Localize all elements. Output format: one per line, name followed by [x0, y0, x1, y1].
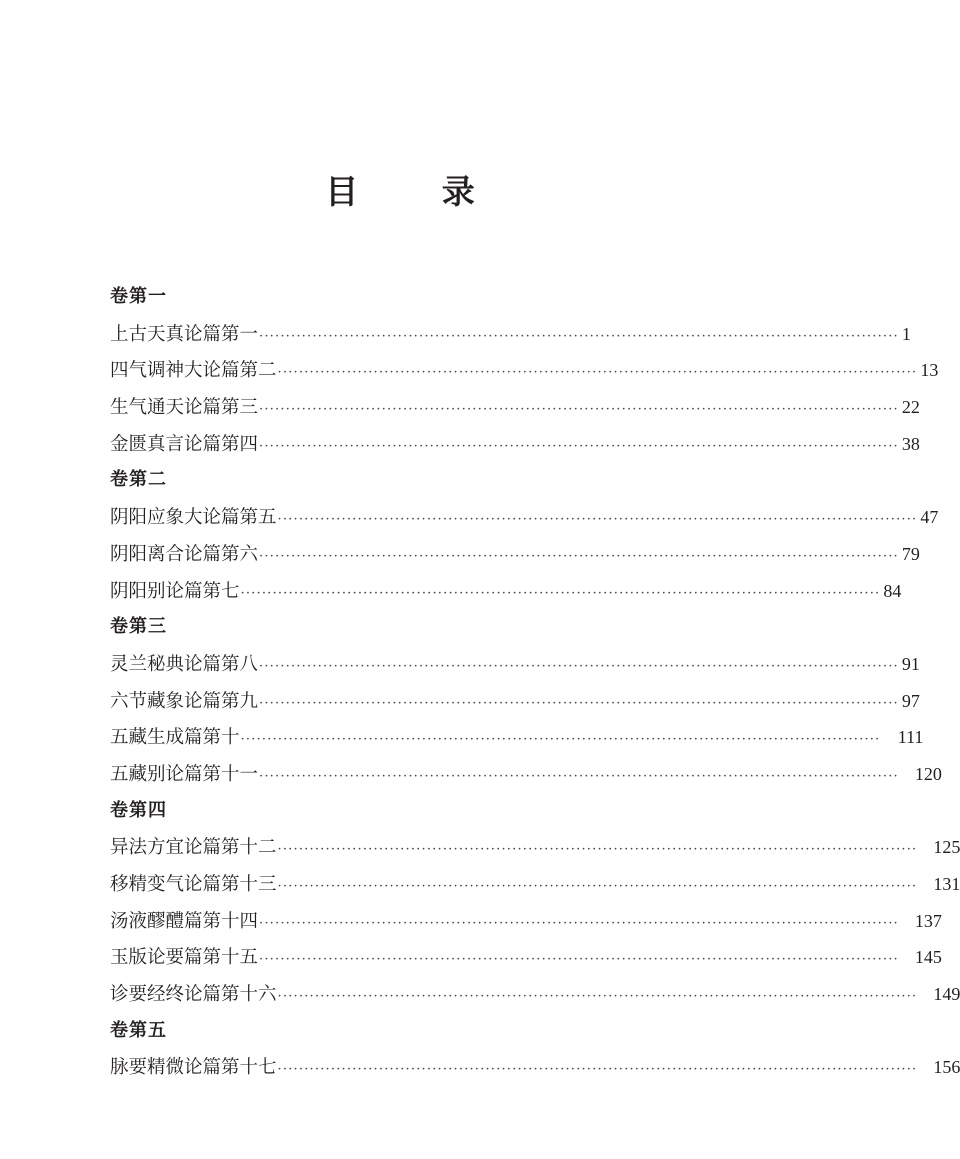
entry-page-number: 22	[901, 397, 920, 418]
entry-title: 六节藏象论篇第九	[110, 690, 259, 712]
entry-title: 脉要精微论篇第十七	[110, 1057, 277, 1079]
entry-title: 上古天真论篇第一	[110, 323, 259, 345]
volume-heading: 卷第二	[110, 469, 167, 491]
toc-entry	[110, 536, 920, 573]
toc-entry	[110, 976, 960, 1013]
volume-heading: 卷第五	[110, 1019, 167, 1041]
toc-entry	[110, 573, 902, 610]
dot-leader: ························································································································	[259, 402, 899, 418]
toc-entry	[110, 426, 920, 463]
toc-entry	[110, 1049, 960, 1086]
dot-leader: ························································································································	[259, 952, 899, 968]
entry-title: 汤液醪醴篇第十四	[110, 910, 259, 932]
toc-entry	[110, 316, 911, 353]
dot-leader: ························································································································	[277, 989, 918, 1005]
entry-page-number: 156	[933, 1057, 960, 1078]
dot-leader: ························································································································	[240, 585, 881, 601]
dot-leader: ························································································································	[277, 512, 918, 528]
entry-page-number: 84	[883, 580, 902, 601]
entry-page-number: 131	[933, 874, 960, 894]
entry-page-number: 13	[920, 360, 939, 381]
entry-page-number: 111	[897, 727, 924, 748]
dot-leader: ························································································································	[259, 658, 899, 674]
dot-leader: ························································································································	[277, 365, 918, 381]
dot-leader: ························································································································	[259, 915, 899, 931]
toc-entry	[110, 866, 960, 903]
toc-entry	[110, 389, 920, 426]
toc-entry	[110, 499, 939, 536]
toc-entry	[110, 352, 939, 389]
entry-title: 四气调神大论篇第二	[110, 360, 277, 382]
toc-entry	[110, 719, 924, 756]
toc-entry	[110, 939, 942, 976]
page-title: 目 录	[325, 172, 511, 211]
toc-entry	[110, 646, 920, 683]
entry-page-number: 1	[901, 323, 911, 344]
dot-leader: ························································································································	[277, 1062, 918, 1078]
entry-page-number: 97	[901, 690, 920, 711]
entry-page-number: 125	[933, 837, 960, 858]
table-of-contents	[110, 279, 960, 1086]
entry-title: 异法方宜论篇第十二	[110, 837, 277, 859]
entry-page-number: 120	[914, 763, 942, 784]
dot-leader: ························································································································	[240, 732, 881, 748]
entry-title: 玉版论要篇第十五	[110, 947, 259, 969]
toc-entry	[110, 756, 942, 793]
dot-leader: ························································································································	[259, 768, 899, 784]
entry-title: 五藏生成篇第十	[110, 727, 240, 749]
toc-entry	[110, 829, 960, 866]
volume-heading: 卷第一	[110, 286, 167, 307]
entry-title: 生气通天论篇第三	[110, 397, 259, 419]
dot-leader: ························································································································	[259, 695, 899, 711]
entry-title: 阴阳离合论篇第六	[110, 543, 259, 565]
toc-entry	[110, 903, 942, 940]
dot-leader: ························································································································	[259, 328, 899, 344]
dot-leader: ························································································································	[277, 879, 918, 894]
entry-page-number: 91	[901, 653, 920, 674]
entry-title: 五藏别论篇第十一	[110, 763, 259, 785]
dot-leader: ························································································································	[259, 548, 899, 564]
entry-title: 诊要经终论篇第十六	[110, 984, 277, 1006]
entry-title: 阴阳别论篇第七	[110, 580, 240, 602]
dot-leader: ························································································································	[259, 438, 899, 454]
entry-title: 阴阳应象大论篇第五	[110, 507, 277, 529]
entry-page-number: 38	[901, 433, 920, 454]
entry-title: 金匮真言论篇第四	[110, 433, 259, 455]
entry-page-number: 149	[933, 984, 960, 1005]
entry-page-number: 79	[901, 543, 920, 564]
entry-page-number: 47	[920, 507, 939, 528]
dot-leader: ························································································································	[277, 842, 918, 858]
entry-page-number: 137	[914, 910, 942, 931]
toc-entry	[110, 683, 920, 720]
entry-title: 移精变气论篇第十三	[110, 874, 277, 895]
entry-page-number: 145	[914, 947, 942, 968]
volume-heading: 卷第四	[110, 799, 167, 821]
entry-title: 灵兰秘典论篇第八	[110, 653, 259, 675]
volume-heading: 卷第三	[110, 616, 167, 638]
